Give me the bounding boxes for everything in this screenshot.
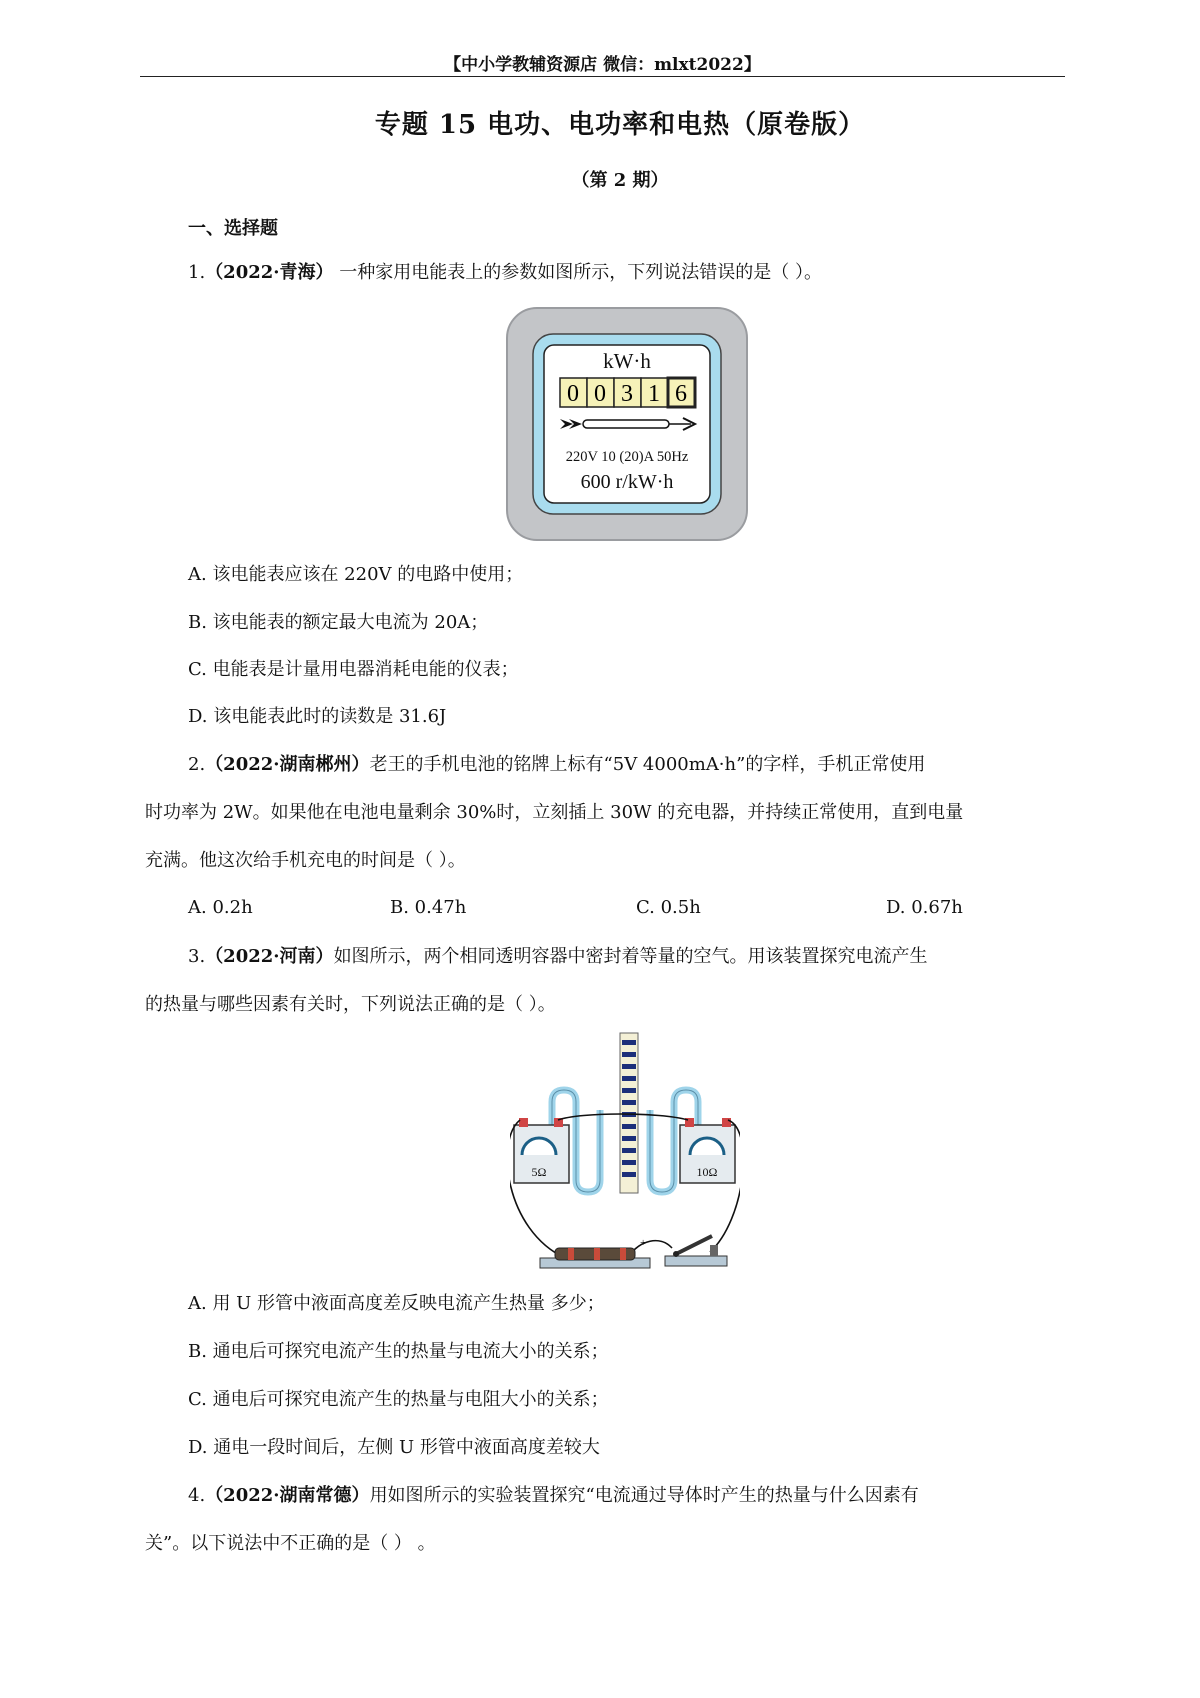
electric-meter-figure	[505, 306, 749, 542]
question-4-text-line: 关”。以下说法中不正确的是（ ） 。	[145, 1533, 436, 1554]
meter-constant: 600 r/kW·h	[580, 471, 674, 493]
option-d: D. 通电一段时间后，左侧 U 形管中液面高度差较大	[188, 1437, 600, 1458]
battery-plus-label: +	[640, 1237, 647, 1249]
option-a: A. 该电能表应该在 220V 的电路中使用；	[188, 564, 524, 585]
scale-ruler	[620, 1033, 638, 1193]
option-c: C. 电能表是计量用电器消耗电能的仪表；	[188, 659, 519, 680]
question-source: （2022·湖南郴州）	[205, 754, 370, 775]
question-text: 一种家用电能表上的参数如图所示，下列说法错误的是（ ）。	[333, 262, 823, 283]
meter-digit: 3	[621, 381, 633, 407]
header-rule	[140, 76, 1065, 77]
question-text: 用如图所示的实验装置探究“电流通过导体时产生的热量与什么因素有	[369, 1485, 919, 1506]
knife-switch	[665, 1236, 727, 1266]
option-c: C. 通电后可探究电流产生的热量与电阻大小的关系；	[188, 1389, 609, 1410]
question-2-text-line: 充满。他这次给手机充电的时间是（ ）。	[145, 850, 466, 871]
page-header: 【中小学教辅资源店 微信：mlxt2022】	[444, 55, 761, 75]
left-resistor-label: 5Ω	[531, 1165, 547, 1179]
battery-base	[540, 1237, 650, 1268]
left-container	[514, 1118, 569, 1183]
question-3-stem	[188, 945, 1108, 969]
joule-heating-apparatus-figure	[510, 1030, 740, 1272]
section-heading: 一、选择题	[188, 218, 278, 239]
meter-digits	[560, 378, 695, 407]
option-d: D. 0.67h	[886, 897, 963, 918]
question-number: 4.	[188, 1485, 206, 1506]
meter-digit: 6	[675, 381, 687, 407]
question-source: （2022·湖南常德）	[205, 1485, 370, 1506]
option-a: A. 用 U 形管中液面高度差反映电流产生热量 多少；	[188, 1293, 605, 1314]
meter-digit: 0	[567, 381, 579, 407]
question-text: 如图所示，两个相同透明容器中密封着等量的空气。用该装置探究电流产生	[333, 946, 928, 967]
question-2-stem	[188, 753, 1108, 777]
question-number: 2.	[188, 754, 206, 775]
question-4-stem	[188, 1484, 1108, 1508]
meter-spec: 220V 10 (20)A 50Hz	[565, 449, 689, 465]
meter-digit: 0	[594, 381, 606, 407]
question-number: 3.	[188, 946, 206, 967]
option-b: B. 该电能表的额定最大电流为 20A；	[188, 612, 489, 633]
meter-unit: kW·h	[603, 349, 651, 373]
question-2-text-line: 时功率为 2W。如果他在电池电量剩余 30%时，立刻插上 30W 的充电器，并持续正常使用，直到电量	[145, 802, 964, 823]
page-title: 专题 15 电功、电功率和电热（原卷版）	[374, 110, 866, 140]
right-container	[680, 1118, 735, 1183]
right-resistor-label: 10Ω	[696, 1165, 718, 1179]
question-text: 老王的手机电池的铭牌上标有“5V 4000mA·h”的字样，手机正常使用	[369, 754, 926, 775]
question-source: （2022·青海）	[205, 262, 334, 283]
option-d: D. 该电能表此时的读数是 31.6J	[188, 706, 447, 727]
question-number: 1.	[188, 262, 206, 283]
question-3-text-line: 的热量与哪些因素有关时，下列说法正确的是（ ）。	[145, 994, 556, 1015]
question-1-stem	[188, 261, 1108, 285]
question-source: （2022·河南）	[205, 946, 334, 967]
option-c: C. 0.5h	[636, 897, 701, 918]
meter-digit: 1	[648, 381, 660, 407]
option-a: A. 0.2h	[188, 897, 253, 918]
option-b: B. 通电后可探究电流产生的热量与电流大小的关系；	[188, 1341, 609, 1362]
page-subtitle: （第 2 期）	[571, 170, 669, 191]
option-b: B. 0.47h	[390, 897, 467, 918]
